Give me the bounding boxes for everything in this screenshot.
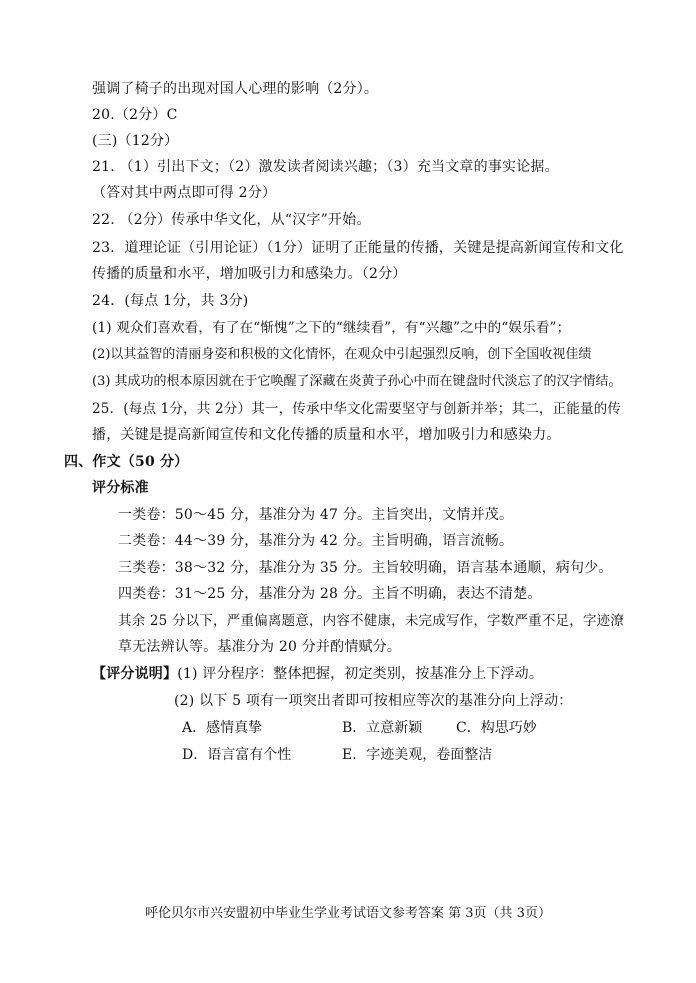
q23-answer-line1: 23．道理论证（引用论证）（1分）证明了正能量的传播，关键是提高新闻宣传和文化 (92, 240, 624, 256)
q22-answer: 22. （2分）传承中华文化，从“汉字”开始。 (92, 212, 371, 228)
grade-3: 三类卷：38～32 分，基准分为 35 分。主旨较明确，语言基本通顺，病句少。 (118, 560, 613, 576)
option-e: E．字迹美观，卷面整洁 (342, 747, 493, 763)
other-grade-line2: 草无法辨认等。基准分为 20 分并酌情赋分。 (118, 639, 402, 655)
grade-4: 四类卷：31～25 分，基准分为 28 分。主旨不明确，表达不清楚。 (118, 586, 542, 602)
grade-1: 一类卷：50～45 分，基准分为 47 分。主旨突出，文情并茂。 (118, 507, 514, 523)
section-three-heading: (三)（12分） (92, 133, 179, 149)
option-d: D．语言富有个性 (182, 747, 292, 763)
option-c: C．构思巧妙 (456, 720, 537, 736)
scoring-note-label: 【评分说明】 (92, 666, 178, 682)
q24-heading: 24．(每点 1分，共 3分) (92, 293, 249, 309)
q24-point-1: (1) 观众们喜欢看，有了在“惭愧”之下的“继续看”，有“兴趣”之中的“娱乐看”； (92, 320, 571, 336)
grade-2: 二类卷：44～39 分，基准分为 42 分。主旨明确，语言流畅。 (118, 533, 514, 549)
q25-answer-line1: 25．(每点 1分，共 2分）其一，传承中华文化需要坚守与创新并举；其二，正能量的传 (92, 401, 622, 417)
criteria-title: 评分标准 (92, 480, 149, 496)
option-b: B．立意新颖 (342, 720, 423, 736)
composition-heading: 四、作文（50 分） (64, 454, 189, 470)
q24-point-3: (3) 其成功的根本原因就在于它唤醒了深藏在炎黄子孙心中而在键盘时代淡忘了的汉字情结。 (92, 374, 622, 389)
scoring-note-1 (92, 665, 543, 683)
q25-answer-line2: 播，关键是提高新闻宣传和文化传播的质量和水平，增加吸引力和感染力。 (92, 427, 561, 443)
q24-point-2: (2)以其益智的清丽身姿和积极的文化情怀，在观众中引起强烈反响，创下全国收视佳绩 (92, 347, 592, 362)
q21-answer: 21. （1）引出下文；（2）激发读者阅读兴趣；（3）充当文章的事实论据。 (92, 159, 559, 175)
q21-note: （答对其中两点即可得 2分） (92, 185, 277, 201)
q19-continuation: 强调了椅子的出现对国人心理的影响（2分）。 (92, 81, 379, 97)
q20-answer: 20.（2分）C (92, 107, 178, 123)
option-a: A．感情真挚 (182, 720, 263, 736)
scoring-note-2: (2) 以下 5 项有一项突出者即可按相应等次的基准分向上浮动： (174, 693, 573, 709)
q23-answer-line2: 传播的质量和水平，增加吸引力和感染力。（2分） (92, 266, 407, 282)
page-footer: 呼伦贝尔市兴安盟初中毕业生学业考试语文参考答案 第 3页（共 3页） (145, 906, 551, 921)
other-grade-line1: 其余 25 分以下，严重偏离题意，内容不健康，未完成写作，字数严重不足，字迹潦 (118, 613, 625, 629)
scoring-note-1-text: (1) 评分程序：整体把握，初定类别，按基准分上下浮动。 (177, 666, 544, 682)
